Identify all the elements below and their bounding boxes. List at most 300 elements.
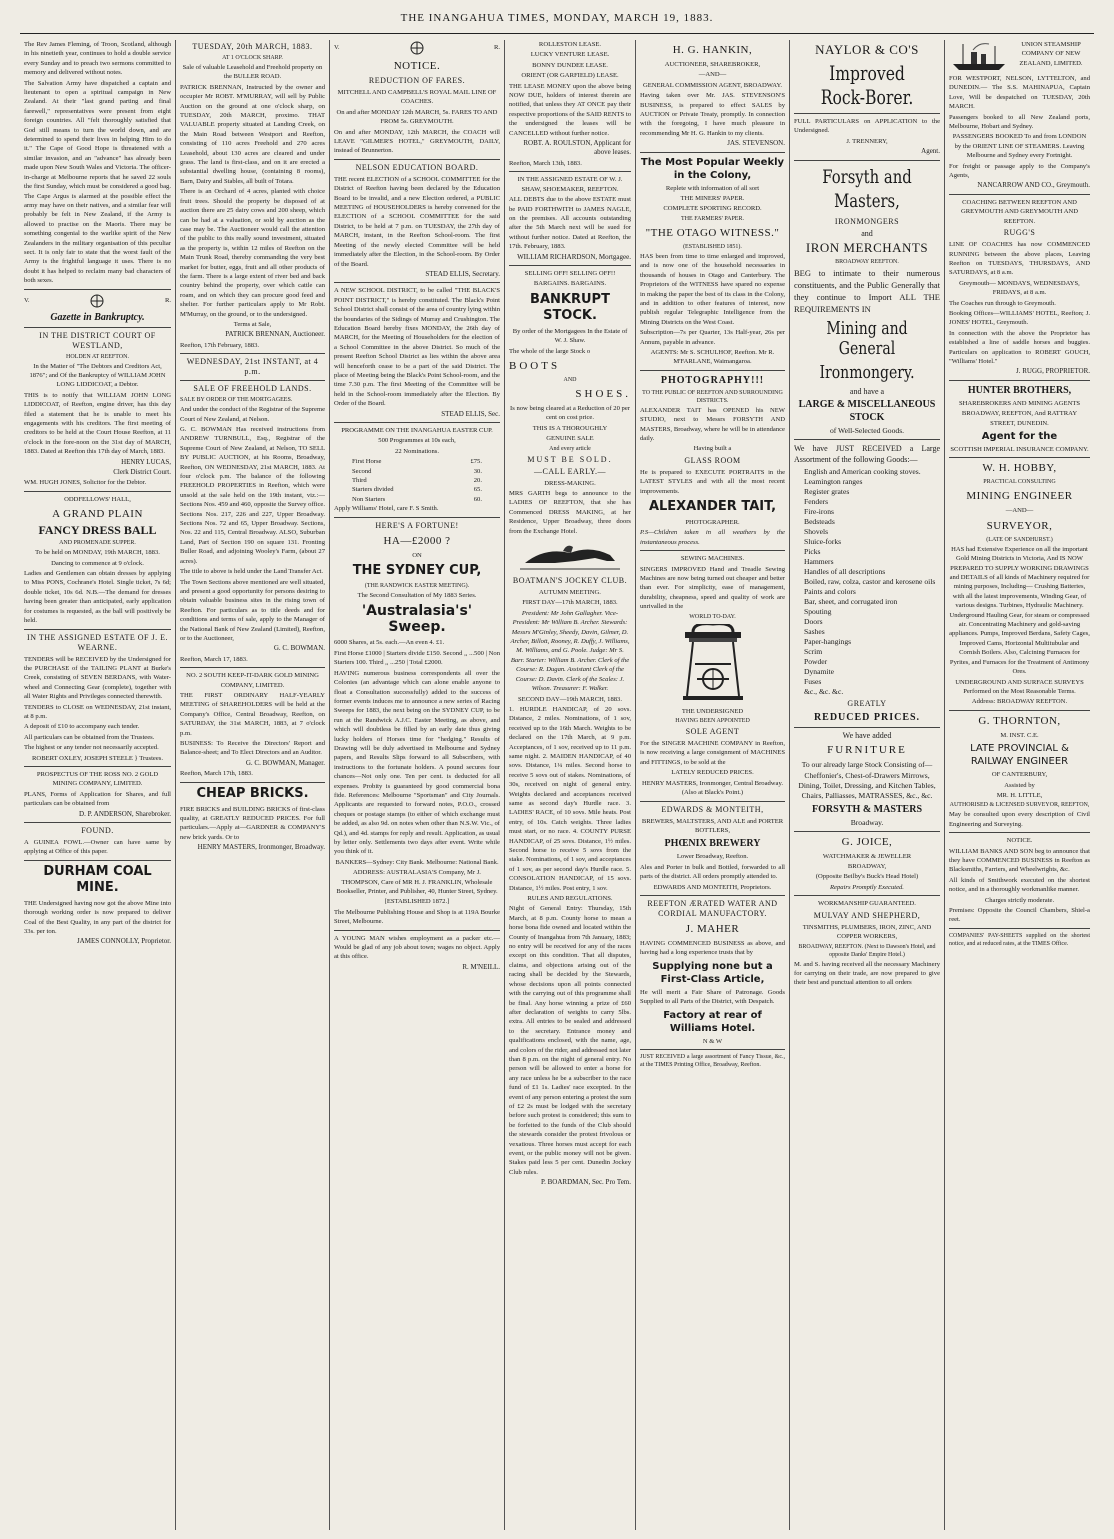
royal-crest-icon bbox=[85, 293, 109, 309]
goods-item: &c., &c. &c. bbox=[804, 686, 844, 696]
prospectus: PROSPECTUS OF THE ROSS NO. 2 GOLD MINING COMPANY, LIMITED. bbox=[36, 770, 159, 788]
goods-item: Shovels bbox=[804, 526, 829, 536]
otago-body: HAS been from time to time enlarged and improved, and is now one of the household necessaries in thousands of houses in Otago and Canterbury. The Proprietors of the WITNESS have spared no expense in making the paper the best of its class in the Colony, and in addition to other features of interest, now publish regular Telegraphic Intelligence from the Mining Districts on the West Coast. bbox=[640, 252, 785, 326]
durham-title: DURHAM COAL MINE. bbox=[43, 863, 152, 895]
hobby-name: W. H. HOBBY, bbox=[982, 462, 1057, 475]
news-salvation-army: The Salvation Army have dispatched a captain and lieutenant to open a spiritual campaign in New Zealand. At their "last grand parting and final farewell," representatives were present from eight foreign countries. All "felt thoroughly satisfied that God still means to turn the world down, and are determined to spend their lives in helping Him to do it." The Cape of Good Hope is threatened with a similar invasion, and an "advance" has already been made upon New South Wales and Victoria. The officer-in-charge at Melbourne reports that he saved 22 souls the first Sunday, which must be considered a good bag. The Cape Argus is alarmed at the possible effect the army may have on their natives, and a similar fear will probably be felt in New Zealand, if the Army is allowed to practise on the Maoris. There may be something congenial to the warlike spirit of the New Zealanders in the military organisation of this peculiar sect. It is only fair to state that the worst fault of the Army is the frightful language it uses. There is no doubt it has helped to reclaim many bad characters of both sexes. bbox=[24, 79, 171, 285]
hankin-body: Having taken over Mr. JAS. STEVENSON'S BUSINESS, is prepared to effect SALES by AUCTION or Private Treaty, promptly. In connection with the foregoing, I have much pleasure in recommending Mr H. G. Hankin to my clients. bbox=[640, 92, 785, 137]
autumn-meeting: AUTUMN MEETING. bbox=[539, 589, 601, 597]
prize-row bbox=[334, 485, 500, 494]
sweep-title: 'Australasia's' Sweep. bbox=[361, 603, 473, 636]
bankrupt-stock: BANKRUPT STOCK. bbox=[530, 291, 610, 323]
canterbury: OF CANTERBURY, bbox=[991, 771, 1048, 779]
sewing-machine-illustration-icon bbox=[673, 624, 753, 704]
divider bbox=[949, 380, 1090, 381]
estate-highest: The highest or any tender not necessarily accepted. bbox=[24, 744, 159, 752]
thornton-name: G. THORNTON, bbox=[978, 714, 1061, 727]
goods-item: Doors bbox=[804, 616, 823, 626]
rules-body: Night of General Entry: Thursday, 15th March, at 8 p.m. County horse to mean a horse bona fide owned and located within the County of Inangahua from 7th January, 1883; no entry will be received for any of the races except on this condition. That all disputes, claims, and objections arising out of the racing shall be decided by the Stewards, whose decisions upon all points connected with the carrying out of this programme shall be final. Any horse winning a prize of £60 after declaration of weights to carry 5lbs. extra. All entries to be sealed and addressed to the secretary. Entrance money and qualifications enclosed, with the name, age, and colors of the rider, and addressed not later than 8 p.m. on the night of general entry. No person will be allowed to enter a horse for any race unless he be a subscriber to the race fund of £1 1s. Ladies' race excepted. In the event of any person entering a protest the sum of £2 2s must be lodged with the secretary before such protest is considered; this sum to be forfeited to the funds of the Club should the stewards consider the protest frivolous or vexatious. Three horses must accept for each event, or the public money will not be given. Stakes paid less 5 per cent. Dunedin Jockey Club rules. bbox=[509, 905, 631, 1176]
joice-name: G. JOICE, bbox=[841, 835, 893, 848]
sydney-consult: The Second Consultation of My 1883 Series. bbox=[357, 592, 477, 600]
sale-date: TUESDAY, 20th MARCH, 1883. bbox=[192, 42, 313, 51]
repairs: Repairs Promptly Executed. bbox=[830, 883, 904, 891]
smithwork: All kinds of Smithwork executed on the shortest notice, and in a thoroughly workmanlike manner. bbox=[949, 876, 1090, 894]
naylor-body: FULL PARTICULARS on APPLICATION to the Undersigned. bbox=[794, 118, 940, 135]
hobby-mining: MINING ENGINEER bbox=[966, 490, 1073, 503]
officials: President: Mr John Gallagher. Vice-President: Mr William B. Archer. Stewards: Messrs M'Ginley, Sheedy, Davin, Gilmer, D. Archer, Billott, Rooney, R. Duffy, J. Williams, M. Williams, and G. Poole. Judge: Mr S. Barr. Starter: William B. Archer. Clerk of the Course: R. Dugan. Assistant Clerk of the Course: D. Davin. Clerk of the Scales: J. Wilson. Treasurer: F. Walker. bbox=[510, 609, 630, 693]
bricks-title: CHEAP BRICKS. bbox=[196, 785, 309, 801]
sewing-signature: HENRY MASTERS, Ironmonger, Central Broadway. (Also at Black's Point.) bbox=[642, 779, 783, 797]
column-6 bbox=[789, 40, 944, 1530]
court-title: IN THE DISTRICT COURT OF WESTLAND, bbox=[39, 330, 156, 350]
goods-item: Register grates bbox=[804, 486, 850, 496]
column-7 bbox=[944, 40, 1094, 1530]
otago-established: (ESTABLISHED 1851). bbox=[683, 243, 742, 250]
divider bbox=[24, 491, 171, 492]
first-day: FIRST DAY—17th MARCH, 1883. bbox=[522, 599, 618, 607]
goods-item: Dynamite bbox=[804, 666, 834, 676]
workmanship: WORKMANSHIP GUARANTEED. bbox=[818, 900, 916, 908]
joice-sub: WATCHMAKER & JEWELLER bbox=[822, 852, 912, 860]
column-4 bbox=[504, 40, 635, 1530]
ball-hall: ODDFELLOWS' HALL, bbox=[64, 495, 131, 503]
divider bbox=[949, 832, 1090, 833]
court-signature-title: Clerk District Court. bbox=[113, 468, 171, 477]
divider bbox=[794, 113, 940, 114]
hobby-body: HAS had Extensive Experience on all the important Gold Mining Districts in Victoria, And IS NOW PREPARED TO SUPPLY WORKING DRAWINGS and DETAILS of all kinds of Machinery required for mining purposes, Including— Crushing Batteries, with all the latest improvements, Winding Gear, of various designs. Turbines, Hydraulic Machinery. Underground Hauling Gear, for steam or compressed air. Concentrating Machinery and gold-saving appliances. Pumps, Improved Berdans, Safety Cages, Improved Cams, Horizontal Multitubular and Cornish Boilers. Also, Calcining Furnaces for Pyrites, and Furnaces for the Treatment of Antimony Ores. bbox=[949, 545, 1090, 676]
notice-title: NOTICE. bbox=[393, 60, 441, 72]
rolleston-lease: ROLLESTON LEASE. bbox=[538, 41, 602, 48]
ironmongers: IRONMONGERS bbox=[834, 216, 900, 226]
factory: Factory at rear of Williams Hotel. bbox=[663, 1009, 762, 1034]
steamship-illustration-icon bbox=[949, 40, 1009, 74]
banks-body: WILLIAM BANKS AND SON beg to announce that they have COMMENCED BUSINESS in Reefton as Blacksmiths, Farriers, and Wheelwrights, &c. bbox=[949, 847, 1090, 874]
sale-time: AT 1 O'CLOCK SHARP. bbox=[222, 55, 283, 61]
assisted: Assisted by bbox=[1004, 781, 1035, 789]
crest-letter-r: R. bbox=[493, 44, 500, 52]
rugg-through: The Coaches run through to Greymouth. bbox=[949, 299, 1056, 307]
bricks-signature: HENRY MASTERS, Ironmonger, Broadway. bbox=[197, 843, 325, 852]
glass-room: GLASS ROOM bbox=[684, 455, 741, 465]
goods-list bbox=[804, 467, 940, 697]
mulvay-body: M. and S. having received all the necessary Machinery for carrying on their trade, are now prepared to give their best and punctual attention to all orders bbox=[794, 960, 940, 987]
estate-deposit: A deposit of £10 to accompany each tender. bbox=[24, 723, 140, 731]
undersigned: THE UNDERSIGNED bbox=[681, 707, 744, 715]
freehold-order: SALE BY ORDER OF THE MORTGAGEES. bbox=[180, 397, 293, 404]
divider bbox=[334, 422, 500, 423]
genuine-sale: GENUINE SALE bbox=[546, 435, 594, 443]
usc-body-2: Passengers booked to all New Zealand ports, Melbourne, Hobart and Sydney. bbox=[949, 113, 1090, 131]
nelson-signature: STEAD ELLIS, Secretary. bbox=[425, 269, 500, 278]
divider bbox=[334, 517, 500, 518]
divider bbox=[640, 550, 785, 551]
keep-signature: G. C. BOWMAN, Manager. bbox=[245, 758, 325, 767]
sweep-bankers: BANKERS—Sydney: City Bank. Melbourne: National Bank. bbox=[335, 858, 499, 866]
goods-item: Fuses bbox=[804, 676, 822, 686]
column-5 bbox=[635, 40, 789, 1530]
gazette-crest-row bbox=[24, 293, 171, 309]
young-man: A YOUNG MAN wishes employment as a packer etc.—Would be glad of any job about town; wages no object. Apply at this office. bbox=[334, 934, 500, 961]
n-and-w: N & W bbox=[702, 1037, 723, 1045]
divider bbox=[949, 194, 1090, 195]
furniture: FURNITURE bbox=[827, 744, 907, 757]
goods-item: Spouting bbox=[804, 606, 832, 616]
prize-place: Second bbox=[352, 467, 372, 475]
edwards-signature: EDWARDS AND MONTEITH, Proprietors. bbox=[653, 883, 772, 891]
and-have: and have a bbox=[849, 387, 885, 397]
hankin-signature: JAS. STEVENSON. bbox=[727, 139, 785, 148]
goods-item: Powder bbox=[804, 656, 828, 666]
divider bbox=[794, 895, 940, 896]
rules-title: RULES AND REGULATIONS. bbox=[527, 895, 613, 903]
companies-pay-sheets: COMPANIES' PAY-SHEETS supplied on the shortest notice, and at reduced rates, at the TIMES Office. bbox=[949, 932, 1090, 947]
little: MR. H. LITTLE, bbox=[996, 791, 1043, 799]
tait-ps: P.S—Children taken in all weathers by the instantaneous process. bbox=[640, 529, 785, 546]
goods-item: Fire-irons bbox=[804, 506, 834, 516]
goods-item: Picks bbox=[804, 546, 821, 556]
forsyth-masters: FORSYTH & MASTERS bbox=[811, 804, 922, 816]
goods-item: Hammers bbox=[804, 556, 834, 566]
naylor-title: NAYLOR & CO'S bbox=[815, 42, 919, 57]
edwards-title: EDWARDS & MONTEITH, bbox=[661, 804, 764, 814]
plans-body: PLANS, Forms of Application for Shares, and full particulars can be obtained from bbox=[24, 790, 171, 808]
masthead: THE INANGAHUA TIMES, MONDAY, MARCH 19, 1883. bbox=[400, 12, 714, 24]
sweep-prizes: First Horse £1000 | Starters divide £150. Second ,, ...500 | Non Starters 100. Third ,, ...250 | Total £2000. bbox=[334, 649, 500, 667]
phoenix-location: Lower Broadway, Reefton. bbox=[676, 853, 749, 861]
rugg-greymouth: Greymouth— MONDAYS, WEDNESDAYS, FRIDAYS, at 8 a.m. bbox=[959, 279, 1080, 297]
hankin-subtitle: AUCTIONEER, SHAREBROKER, bbox=[664, 61, 761, 68]
fm-broadway: Broadway. bbox=[850, 818, 884, 828]
sale-dated: Reefton, 17th February, 1883. bbox=[180, 341, 260, 349]
farmers-paper: THE FARMERS' PAPER. bbox=[681, 215, 744, 222]
divider bbox=[794, 439, 940, 440]
orient-lease: ORIENT (OR GARFIELD) LEASE. bbox=[521, 72, 619, 80]
forsyth-title: Forsyth and Masters, bbox=[822, 165, 912, 212]
sydney-sub: (THE RANDWICK EASTER MEETING). bbox=[364, 583, 470, 590]
district-signature: STEAD ELLIS, Sec. bbox=[441, 409, 500, 418]
hunter-sub: SHAREBROKERS AND MINING AGENTS bbox=[958, 399, 1081, 407]
prize-table bbox=[334, 457, 500, 504]
tait-sub: PHOTOGRAPHER. bbox=[685, 519, 740, 526]
coach-date: On and after MONDAY 12th MARCH, 5s. FARES TO AND FROM 5s. GREYMOUTH. bbox=[336, 108, 498, 126]
estate-body: TENDERS will be RECEIVED by the Undersigned for the PURCHASE of the TAILING PLANT at Burke's Creek, consisting of SEVEN BERDANS, with Water-wheel and Connecting Gear (complete), together with all Water Rights and Privileges connected therewith. bbox=[24, 655, 171, 701]
gazette-title: Gazette in Bankruptcy. bbox=[50, 311, 145, 323]
sale-body: PATRICK BRENNAN, Instructed by the owner and occupier Mr ROBT. M'MURRAY, will sell by Public Auction on the ground at one o'clock sharp, on TUESDAY, 20th MARCH, proximo. THAT VALUABLE property situated at Landing Creek, on the Main Road between Westport and Reefton, consisting of 110 acres Freehold and 270 acres Leasehold, about 130 acres are cleared and under grass. The land is first-class, and on it are erected a substantial dwelling house, (containing 8 rooms), Barn, Dairy and Stables, all built of Totara. bbox=[180, 83, 325, 185]
prize-place: Non Starters bbox=[352, 495, 386, 503]
rugg-connection: In connection with the above the Proprietor has established a line of saddle horses and buggies. Particulars on application to ROBERT GOUCH, "Williams' Hotel." bbox=[949, 329, 1090, 365]
goods-item: Bedsteads bbox=[804, 516, 835, 526]
edwards-sub: BREWERS, MALTSTERS, AND ALE and PORTER BOTTLERS, bbox=[641, 817, 784, 834]
agent-for: Agent for the bbox=[981, 431, 1058, 442]
divider bbox=[24, 327, 171, 328]
joice-broadway: BROADWAY, bbox=[847, 863, 887, 871]
thornton-sub: M. INST. C.E. bbox=[1000, 731, 1039, 739]
hankin-title: H. G. HANKIN, bbox=[672, 44, 753, 56]
divider bbox=[640, 1049, 785, 1050]
keep-title: NO. 2 SOUTH KEEP-IT-DARK GOLD MINING COMPANY, LIMITED. bbox=[186, 672, 319, 689]
cup-apply: Apply Williams' Hotel, care F. S Smith. bbox=[334, 505, 439, 513]
usc-body: FOR WESTPORT, NELSON, LYTTELTON, and DUNEDIN.— The S.S. MAHINAPUA, Captain Love, Will be despatched on TUESDAY, 20th MARCH. bbox=[949, 75, 1090, 111]
column-1 bbox=[20, 40, 175, 1530]
lease-body: THE LEASE MONEY upon the above being NOW DUE, holders of interest therein are notified, that unless they AT ONCE pay their respective proportions of the SAID RENTS to the undersigned the leases will be CANCELLED without further notice. bbox=[509, 82, 631, 137]
rugg-booking: Booking Offices—WILLIAMS' HOTEL, Reefton; J. JONES' HOTEL, Greymouth. bbox=[949, 309, 1090, 327]
sewing-title: SEWING MACHINES. bbox=[680, 555, 745, 563]
on-word: ON bbox=[412, 551, 422, 559]
photography-to: TO THE PUBLIC OF REEFTON AND SURROUNDING DISTRICTS. bbox=[642, 389, 783, 404]
tait-name: ALEXANDER TAIT, bbox=[648, 499, 777, 514]
mulvay-name: MULVAY AND SHEPHERD, bbox=[813, 910, 921, 920]
hobby-surveyor: SURVEYOR, bbox=[986, 519, 1053, 532]
cup-subtitle: 500 Programmes at 10s each, bbox=[378, 437, 456, 445]
joice-opposite: (Opposite Beilby's Buck's Head Hotel) bbox=[815, 873, 919, 881]
consulted: May be consulted upon every description of Civil Engineering and Surveying. bbox=[949, 811, 1090, 828]
court-body: THIS is to notify that WILLIAM JOHN LONG LIDDICOAT, of Reefton, engine driver, has this day filed a statement that he is unable to meet his engagements with his creditors. The first meeting of creditors to be held at the Court House Reefton, at 11 o'clock in the fore-noon on the 31st day of MARCH, 1883. Dated at Reefton this 17th day of March, 1883. bbox=[24, 391, 171, 456]
prize-row bbox=[334, 495, 500, 504]
sweep-body: HAVING numerous business correspondents all over the Colonies (an advantage which can alone enable anyone to float a Consultation successfully) added to the success of former events induces me to announce a new series of Racing Sweeps for 1883, the next being on the SYDNEY CUP, to be run at the Randwick A.J.C. Easter Meeting, as above, and which will doubtless be filled by an early date thus giving lucky holders of Horses time for "hedging." Results of Drawing will be duly advertised in Melbourne and Sydney papers, and Results Slips forward to all Subscribers, with instructions to the fortunate holders. A pound secures four chances—Not only one. Ten per cent. is deducted for all expenses. Probity is guaranteed by good commercial bona fide. References: Melbourne "Sportsman" and City Journals. Applicants are requested to forward notes, P.O.O., crossed cheques or postage stamps (to either of which exchange must be added, as also 9d. on notes when other than N.S.W. Vic., of Qd.), and 4d. stamps for reply and result. Application, as usual by letter only. Settlements two days after event. Write while you think of it. bbox=[334, 669, 500, 856]
prize-place: Third bbox=[352, 477, 367, 485]
underground-surveys: UNDERGROUND AND SURFACE SURVEYS Performed on the Most Reasonable Terms. bbox=[955, 678, 1084, 695]
column-2 bbox=[175, 40, 329, 1530]
sale-body-2: There is an Orchard of 4 acres, planted with choice fruit trees. Should the property be disposed of at auction there are 25 dairy cows and 200 sheep, which can be had at a valuation, or sold by auction as the case may be. The Auctioneer would call the attention of the public to this really sound investment, situated as the property is, within 12 miles of Reefton on the Main Trunk Road, thereby commanding the very best market for butter, eggs, fruit and all other products of the farm. There is a large extent of river bed and back country behind the property, over which cattle can roam, and on which they can procure good feed and shelter. For further particulars apply to Mr Robt. M'Murray, on the ground, or to the undersigned. bbox=[180, 188, 325, 318]
prize-row bbox=[334, 476, 500, 485]
rugg-title: RUGG'S bbox=[1003, 228, 1036, 238]
fares-title: REDUCTION OF FARES. bbox=[368, 76, 466, 85]
notice-crest-row bbox=[334, 40, 500, 56]
selling-off: SELLING OFF! SELLING OFF!! bbox=[524, 269, 616, 277]
mulvay-location: BROADWAY, REEFTON. (Next to Dawson's Hotel, and opposite Danks' Empire Hotel.) bbox=[798, 943, 936, 958]
goods-item: Paints and colors bbox=[804, 586, 856, 596]
sale-title: Sale of valuable Leasehold and Freehold property on the BULLER ROAD. bbox=[182, 64, 323, 81]
lately-reduced: LATELY REDUCED PRICES. bbox=[671, 769, 754, 777]
otago-subscription: Subscription—7s per Quarter, 13s Half-year, 26s per Annum, payable in advance. bbox=[640, 329, 785, 346]
durham-body: THE Undersigned having now got the above Mine into thorough working order is now prepared to deliver Coal of the Best Quality, in any part of the district for 33s. per ton. bbox=[24, 899, 171, 936]
goods-item: English and American cooking stoves. bbox=[804, 466, 921, 476]
must-be-sold: MUST BE SOLD. bbox=[527, 454, 613, 464]
shaw-body: ALL DEBTS due to the above ESTATE must be PAID FORTHWITH to JAMES NAGLE, on the premises. All accounts outstanding after the 5th March next will be sued for without further notice. Dated at Reefton, the 17th. February, 1883. bbox=[509, 196, 631, 251]
glass-built: Having built a bbox=[693, 445, 732, 453]
divider bbox=[24, 289, 171, 290]
freehold-title: SALE OF FREEHOLD LANDS. bbox=[193, 384, 312, 394]
sweep-address: ADDRESS: AUSTRALASIA'S Company, Mr J. THOMPSON, Care of MR H. J. FRANKLIN, Wholesale Bookseller, Printer, and Publisher, 40, Hunter Street, Sydney. bbox=[336, 869, 498, 896]
keep-body: THE FIRST ORDINARY HALF-YEARLY MEETING of SHAREHOLDERS will be held at the Company's Office, Central Broadway, Reefton, on SATURDAY, the 31st MARCH, 1883, at 7 o'clock p.m. bbox=[180, 691, 325, 737]
garth-body: MRS GARTH begs to announce to the LADIES OF REEFTON, that she has Commenced DRESS MAKING, at her Residence, Upper Broadway, three doors from the Exchange Hotel. bbox=[509, 490, 631, 535]
naylor-signature: J. TRENNERY, bbox=[846, 137, 888, 145]
ball-grand: A GRAND PLAIN bbox=[52, 508, 143, 521]
nelson-title: NELSON EDUCATION BOARD. bbox=[355, 162, 479, 172]
tinsmiths: TINSMITHS, PLUMBERS, IRON, ZINC, AND COPPER WORKERS, bbox=[802, 923, 932, 941]
phoenix-brewery: PHŒNIX BREWERY bbox=[664, 838, 761, 850]
hobby-address: Address: BROADWAY REEFTON. bbox=[971, 698, 1068, 706]
divider bbox=[794, 727, 940, 728]
crest-letter-r: R. bbox=[164, 296, 171, 304]
broadway: BROADWAY REEFTON. bbox=[835, 259, 899, 266]
glass-body: He is prepared to EXECUTE PORTRAITS in the LATEST STYLES and with all the most recent improvements. bbox=[640, 468, 785, 495]
divider bbox=[509, 265, 631, 266]
rock-borer-title: Improved Rock-Borer. bbox=[820, 61, 914, 109]
reduced-prices: REDUCED PRICES. bbox=[813, 711, 921, 723]
estate-trustees: ROBERT OXLEY, JOSEPH STEELE } Trustees. bbox=[32, 754, 163, 762]
appointed: HAVING BEEN APPOINTED bbox=[675, 718, 750, 725]
freight-signature: NANCARROW AND CO., Greymouth. bbox=[977, 181, 1090, 190]
hunter-title: HUNTER BROTHERS, bbox=[967, 384, 1072, 396]
received-goods: We have JUST RECEIVED a Large Assortment of the following Goods:— bbox=[794, 443, 940, 464]
bowman-body: G. C. BOWMAN Has received instructions from ANDREW TURNBULL, Esq., Registrar of the Supreme Court of New Zealand, at Nelson, TO SELL BY PUBLIC AUCTION, at his Rooms, Broadway, Reefton, ON WEDNESDAY, 21st MARCH, 1883. At four o'clock p.m. The balance of the following FREEHOLD PROPERTIES in Reefton, which were unsold at the sale held on the 19th instant, viz.:— Sections Nos. 459 and 460, opposite the Survey office. Sections Nos. 217, 226 and 227, Upper Broadway. Sections Nos. 72 and 65, Upper Broadway. Sections, Nos. 22 and 115, Central Broadway. ALSO, Suburban Land, Part of Section 190 on square 131. Fronting Buller Road, and adjoining Wooley's Farm, (about 27 acres). bbox=[180, 426, 325, 565]
news-fleming: The Rev James Fleming, of Troon, Scotland, although in his ninetieth year, continues to hold a double service every Sunday and to preach two sermons committed to memory and delivered without notes. bbox=[24, 41, 171, 77]
ball-fancy-dress: FANCY DRESS BALL bbox=[38, 523, 157, 538]
keep-business: BUSINESS: To Receive the Directors' Report and Balance-sheet; and To Elect Directors and an Auditor. bbox=[180, 740, 325, 757]
photography-body: ALEXANDER TAIT has OPENED his NEW STUDIO, next to Messrs FORSYTH AND MASTERS, Broadway, where he will be in attendance daily. bbox=[640, 406, 785, 442]
and-word: and bbox=[861, 228, 873, 238]
usc-title: UNION STEAMSHIP COMPANY OF NEW ZEALAND, LIMITED. bbox=[1019, 41, 1083, 67]
bonny-lease: BONNY DUNDEE LEASE. bbox=[532, 61, 608, 69]
shoes-heading: SHOES. bbox=[575, 387, 631, 400]
sewing-body: SINGERS IMPROVED Hand and Treadle Sewing Machines are now being turned out cheaper and better than ever. For simplicity, ease of management, durability, cheapness, speed and quality of work are unrivalled in the bbox=[640, 565, 785, 611]
charges: Charges strictly moderate. bbox=[984, 896, 1055, 904]
sporting-record: COMPLETE SPORTING RECORD. bbox=[663, 205, 762, 213]
hunter-location: BROADWAY, REEFTON, And RATTRAY STREET, DUNEDIN. bbox=[961, 410, 1078, 427]
furniture-list: Cheffonier's, Chest-of-Drawers Mirrows, Dining, Toilet, Dressing, and Kitchen Tables, Chairs, Palliasses, MATRASSES, &c., &c. bbox=[798, 771, 936, 801]
estate-particulars: All particulars can be obtained from the Trustees. bbox=[24, 733, 155, 741]
lease-signature: ROBT. A. ROULSTON, Applicant for above leases. bbox=[523, 139, 631, 157]
found-title: FOUND. bbox=[81, 826, 114, 835]
goods-item: Boiled, raw, colza, castor and kerosene oils bbox=[804, 576, 936, 586]
maher-body: HAVING COMMENCED BUSINESS as above, and having had a long experience trusts that by bbox=[640, 939, 785, 957]
and-word: AND bbox=[563, 376, 577, 383]
late-engineer: LATE PROVINCIAL & RAILWAY ENGINEER bbox=[970, 743, 1069, 768]
shaw-title: IN THE ASSIGNED ESTATE OF W. J. SHAW, SHOEMAKER, REEFTON. bbox=[517, 176, 623, 193]
court-holden: HOLDEN AT REEFTON. bbox=[66, 353, 129, 360]
goods-item: Handles of all descriptions bbox=[804, 566, 886, 576]
estate-close: TENDERS to CLOSE on WEDNESDAY, 21st instant, at 8 p.m. bbox=[24, 703, 171, 720]
divider bbox=[334, 282, 500, 283]
ball-subtitle: AND PROMENADE SUPPER. bbox=[59, 540, 136, 547]
hobby-sub: PRACTICAL CONSULTING bbox=[983, 479, 1056, 486]
goods-item: Scrim bbox=[804, 646, 823, 656]
divider bbox=[949, 710, 1090, 711]
divider bbox=[640, 801, 785, 802]
goods-item: Fenders bbox=[804, 496, 829, 506]
fortune-heading: HERE'S A FORTUNE! bbox=[375, 520, 459, 530]
maher-name: J. MAHER bbox=[685, 922, 740, 935]
otago-agents: AGENTS: Mr S. SCHULHOF, Reefton. Mr R. M'FARLANE, Waimangaroa. bbox=[650, 348, 775, 366]
goods-item: Bar, sheet, and corrugated iron bbox=[804, 596, 898, 606]
lease-dated: Reefton, March 13th, 1883. bbox=[509, 159, 582, 167]
maher-body-2: He will merit a Fair Share of Patronage. Goods Supplied to all Parts of the District, with Despatch. bbox=[640, 988, 785, 1006]
divider bbox=[334, 930, 500, 931]
second-day: SECOND DAY—19th MARCH, 1883. bbox=[518, 695, 622, 703]
greatly: GREATLY bbox=[847, 698, 887, 708]
prize-amount: 60. bbox=[473, 495, 482, 503]
ironmongery: Ironmongery. bbox=[819, 362, 915, 384]
prize-amount: 65. bbox=[473, 486, 482, 494]
goods-item: Sashes bbox=[804, 626, 825, 636]
bowman-title-note: The title to above is held under the Land Transfer Act. bbox=[180, 568, 324, 576]
divider bbox=[640, 895, 785, 896]
bowman-signature: G. C. BOWMAN. bbox=[273, 644, 325, 653]
supplying: Supplying none but a First-Class Article, bbox=[652, 960, 773, 985]
scottish-insurance: SCOTTISH IMPERIAL INSURANCE COMPANY. bbox=[950, 446, 1089, 453]
crest-letter-v: V. bbox=[334, 44, 340, 52]
sweep-established: [ESTABLISHED 1872.] bbox=[384, 898, 450, 906]
plans-signature: D. P. ANDERSON, Sharebroker. bbox=[79, 809, 171, 818]
ball-dance: Dancing to commence at 9 o'clock. bbox=[51, 559, 144, 567]
furniture-stock: To our already large Stock Consisting of— bbox=[801, 760, 933, 770]
thoroughly: THIS IS A THOROUGHLY bbox=[532, 424, 608, 432]
just-received: JUST RECEIVED a large assortment of Fancy Tissue, &c., at the TIMES Printing Office, Broadway, Reefton. bbox=[640, 1053, 785, 1068]
hobby-late: (LATE OF SANDHURST.) bbox=[986, 536, 1053, 543]
divider bbox=[794, 160, 940, 161]
prize-row bbox=[334, 457, 500, 466]
iron-merchants: IRON MERCHANTS bbox=[805, 240, 929, 256]
freight: For freight or passage apply to the Company's Agents, bbox=[949, 162, 1090, 180]
bricks-body: FIRE BRICKS and BUILDING BRICKS of first-class quality, at GREATLY REDUCED PRICES. For full particulars.—Apply at—GARDNER & COMPANY'S new brick yards. Or to bbox=[180, 805, 325, 841]
divider bbox=[180, 667, 325, 668]
rules-signature: P. BOARDMAN, Sec. Pro Tem. bbox=[541, 1178, 631, 1187]
naylor-agent: Agent. bbox=[921, 147, 940, 156]
hankin-general: GENERAL COMMISSION AGENT, BROADWAY. bbox=[642, 81, 783, 89]
racehorse-illustration-icon bbox=[515, 539, 625, 573]
weekly-title: The Most Popular Weekly in the Colony, bbox=[640, 156, 785, 181]
ball-body: Ladies and Gentlemen can obtain dresses by applying to Miss PONS, Cochrane's Hotel. Single ticket, 7s 6d; double ticket, 10s 6d. N.B.—The demand for dresses having been greater than anticipated, early application for costumes is requested, as the ball will positively be held. bbox=[24, 570, 171, 625]
court-signature: HENRY LUCAS, bbox=[121, 457, 171, 466]
sale-signature: PATRICK BRENNAN, Auctioneer. bbox=[225, 330, 325, 339]
sydney-cup: THE SYDNEY CUP, bbox=[352, 563, 482, 579]
lucky-lease: LUCKY VENTURE LEASE. bbox=[530, 51, 610, 59]
column-3 bbox=[329, 40, 504, 1530]
prize-place: Starters divided bbox=[352, 486, 394, 494]
coach-title: MITCHELL AND CAMPBELL'S ROYAL MAIL LINE OF COACHES. bbox=[337, 89, 497, 106]
district-body: A NEW SCHOOL DISTRICT, to be called "THE BLACK'S POINT DISTRICT," is hereby constituted. The Black's Point School District shall consist of the area of country lying within the boundaries of the Sidings of Murray and Crushington. The Education Board hereby fixes MONDAY, the 26th day of MARCH, for the Meeting of Householders for the election of a School Committee in the above District. So much of the present Reefton School District as lies within the above area will henceforth cease to be a part of the said District. The place of Meeting being the Black's Point School-room, and the time 7.30 p.m. The first Meeting of the Committee will be held in the School-room immediately after the Election. By Order of the Board. bbox=[334, 287, 500, 408]
bowman-town: The Town Sections above mentioned are well situated, and present a good opportunity for persons desiring to obtain valuable business sites in the rising town of Reefton. For particulars as to title deeds and for conditions and terms of sale, apply to the Manager of the National Bank of New Zealand (Limited), Reefton, or to the Auctioneer, bbox=[180, 578, 325, 642]
durham-signature: JAMES CONNOLLY, Proprietor. bbox=[76, 937, 171, 946]
court-solicitor: WM. HUGH JONES, Solicitor for the Debtor. bbox=[24, 479, 147, 487]
prize-amount: £75. bbox=[470, 458, 482, 466]
estate-title: IN THE ASSIGNED ESTATE OF J. E. WEARNE. bbox=[27, 632, 168, 652]
hankin-and: —AND— bbox=[698, 71, 727, 79]
court-matter: In the Matter of "The Debtors and Creditors Act, 1876"; and Of the Bankruptcy of WILLIAM JOHN LONG LIDDICOAT, a Debtor. bbox=[29, 362, 166, 389]
divider bbox=[24, 629, 171, 630]
bargains: BARGAINS. BARGAINS. bbox=[533, 280, 607, 288]
goods-item: Sluice-forks bbox=[804, 536, 842, 546]
divider bbox=[640, 152, 785, 153]
crest-letter-v: V. bbox=[24, 296, 30, 304]
premises: Premises: Opposite the Council Chambers, Shiel-a reet. bbox=[949, 907, 1090, 924]
divider bbox=[180, 353, 325, 354]
royal-crest-icon bbox=[405, 40, 429, 56]
divider bbox=[949, 928, 1090, 929]
divider bbox=[509, 171, 631, 172]
photography-title: PHOTOGRAPHY!!! bbox=[660, 374, 765, 386]
ball-date: To be held on MONDAY, 19th MARCH, 1883. bbox=[35, 549, 160, 557]
bowman-dated: Reefton, March 17, 1883. bbox=[180, 655, 248, 663]
sole-agent: SOLE AGENT bbox=[685, 727, 740, 737]
otago-witness: "THE OTAGO WITNESS." bbox=[645, 226, 780, 239]
passengers-booked: PASSENGERS BOOKED To and from LONDON by the ORIENT LINE OF STEAMERS. Leaving Melbourne and Sydney every Fortnight. bbox=[952, 133, 1087, 160]
sweep-melbourne: The Melbourne Publishing House and Shop is at 119A Bourke Street, Melbourne. bbox=[334, 908, 500, 926]
coaching-title: COACHING BETWEEN REEFTON AND GREYMOUTH AND GREYMOUTH AND REEFTON. bbox=[960, 198, 1079, 225]
boots-heading: BOOTS bbox=[509, 359, 561, 372]
divider bbox=[794, 831, 940, 832]
goods-item: Paper-hangings bbox=[804, 636, 852, 646]
sewing-world: WORLD TO-DAY. bbox=[689, 613, 736, 620]
large-stock: LARGE & MISCELLANEOUS STOCK bbox=[798, 399, 936, 424]
notice: NOTICE. bbox=[1006, 837, 1033, 845]
prize-row bbox=[334, 467, 500, 476]
divider bbox=[24, 822, 171, 823]
divider bbox=[334, 159, 500, 160]
shaw-signature: WILLIAM RICHARDSON, Mortgagee. bbox=[517, 252, 631, 261]
goods-item: Leamington ranges bbox=[804, 476, 863, 486]
